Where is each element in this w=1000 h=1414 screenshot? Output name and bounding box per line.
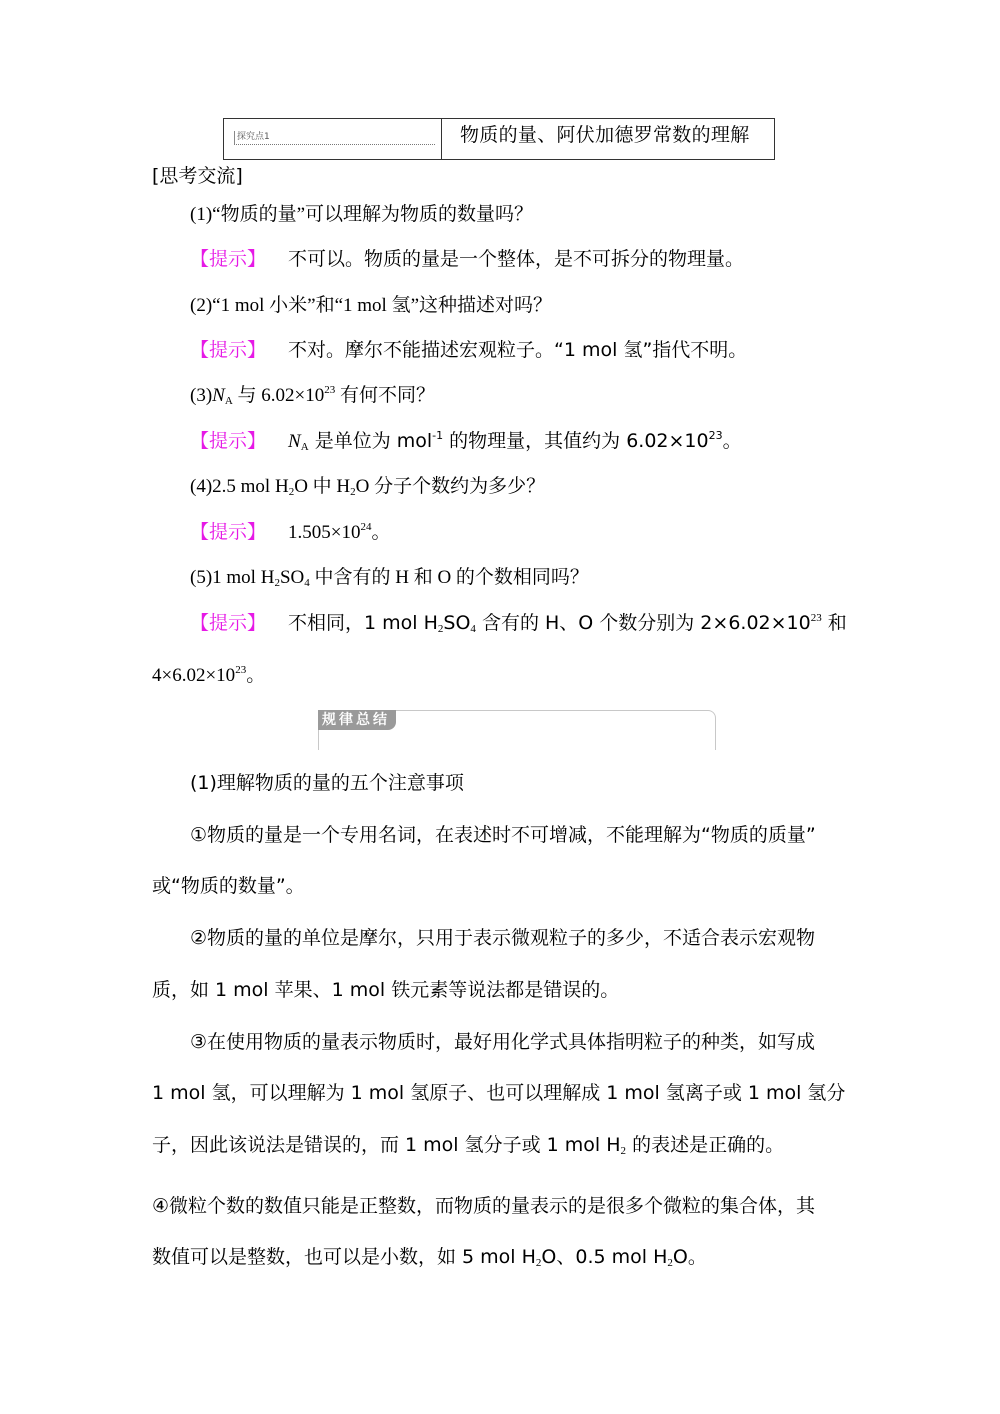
- a3-na: N: [288, 431, 301, 452]
- a5-p0: 不相同，1 mol H: [288, 612, 438, 634]
- summary-item-1-line-1: ①物质的量是一个专用名词，在表述时不可增减，不能理解为“物质的质量”: [190, 824, 816, 846]
- q3-na: N: [212, 385, 225, 406]
- answer-4: [190, 520, 391, 545]
- a3-na-sub: A: [300, 441, 309, 453]
- a3-exp2: 23: [708, 429, 723, 442]
- s4l2-tail: O。: [672, 1246, 707, 1268]
- summary-item-4-line-2: [152, 1245, 707, 1269]
- hint-label: 【提示】: [190, 521, 267, 543]
- a5c-tail: 。: [246, 665, 266, 686]
- a4-tail: 。: [371, 521, 391, 543]
- question-5: [190, 566, 589, 590]
- answer-5: [190, 611, 847, 635]
- question-3: [190, 384, 435, 408]
- q5-sub2: 4: [304, 577, 310, 589]
- question-2: (2)“1 mol 小米”和“1 mol 氢”这种描述对吗？: [190, 295, 553, 316]
- a5c-exp: 23: [235, 664, 247, 676]
- answer-1: [190, 247, 744, 271]
- a3-mid: 是单位为 mol: [308, 430, 433, 452]
- q5-sub1: 2: [274, 577, 280, 589]
- topic-title: 物质的量、阿伏加德罗常数的理解: [460, 124, 750, 146]
- s4l2-sub2: 2: [667, 1257, 673, 1269]
- q5-p2: SO: [279, 567, 305, 588]
- q3-mid: 与 6.02×10: [232, 385, 325, 406]
- s3l3-tail: 的表述是正确的。: [626, 1134, 785, 1156]
- a5-exp: 23: [810, 612, 822, 624]
- summary-item-3-line-1: ③在使用物质的量表示物质时，最好用化学式具体指明粒子的种类，如写成: [190, 1031, 816, 1053]
- q4-p0: (4)2.5 mol H: [190, 476, 289, 497]
- q4-p2: O 中 H: [294, 476, 351, 497]
- q3-tail: 有何不同？: [335, 385, 436, 406]
- summary-item-3-line-3: [152, 1133, 784, 1157]
- q3-exp: 23: [324, 384, 336, 396]
- answer-1-text: 不可以。物质的量是一个整体，是不可拆分的物理量。: [288, 248, 745, 270]
- a5-p4: 含有的 H、O 个数分别为 2×6.02×10: [475, 612, 811, 634]
- topic-tag-cell: [224, 119, 442, 159]
- answer-2: [190, 338, 747, 362]
- q4-sub2: 2: [350, 486, 356, 498]
- s3l3-sub: 2: [620, 1145, 627, 1157]
- summary-frame: [318, 710, 716, 750]
- summary-item-4-line-1: ④微粒个数的数值只能是正整数，而物质的量表示的是很多个微粒的集合体，其: [152, 1195, 816, 1217]
- q3-num: (3): [190, 385, 213, 406]
- a5-sub1: 2: [437, 623, 444, 635]
- a4-base: 1.505×10: [288, 522, 361, 543]
- hint-label: 【提示】: [190, 430, 267, 452]
- a3-tail: 。: [722, 430, 742, 452]
- answer-5-continued: [152, 664, 265, 688]
- summary-item-2-line-1: ②物质的量的单位是摩尔，只用于表示微观粒子的多少，不适合表示宏观物: [190, 927, 816, 949]
- s4l2-sub1: 2: [535, 1257, 542, 1269]
- a3-mid2: 的物理量，其值约为 6.02×10: [443, 430, 709, 452]
- hint-label: 【提示】: [190, 339, 267, 361]
- summary-heading: (1)理解物质的量的五个注意事项: [190, 772, 464, 794]
- a5-p2: SO: [443, 612, 471, 634]
- q4-sub1: 2: [288, 486, 295, 498]
- a5-sub2: 4: [470, 623, 476, 635]
- a4-exp: 24: [360, 521, 372, 533]
- q5-p0: (5)1 mol H: [190, 567, 275, 588]
- answer-2-text: 不对。摩尔不能描述宏观粒子。“1 mol 氢”指代不明。: [288, 339, 748, 361]
- topic-tag: 探究点1: [234, 131, 435, 145]
- hint-label: 【提示】: [190, 612, 267, 634]
- a3-exp1: -1: [432, 429, 444, 442]
- s3l3-text: 子，因此该说法是错误的，而 1 mol 氢分子或 1 mol H: [152, 1134, 621, 1156]
- summary-tag: 规律总结: [318, 710, 396, 730]
- answer-3: [190, 429, 742, 454]
- hint-label: 【提示】: [190, 248, 267, 270]
- section-label: [思考交流]: [152, 165, 243, 187]
- q4-p4: O 分子个数约为多少？: [355, 476, 546, 497]
- q5-p4: 中含有的 H 和 O 的个数相同吗？: [309, 567, 589, 588]
- q3-na-sub: A: [224, 395, 233, 407]
- summary-item-2-line-2: 质，如 1 mol 苹果、1 mol 铁元素等说法都是错误的。: [152, 979, 620, 1001]
- s4l2-text: 数值可以是整数，也可以是小数，如 5 mol H: [152, 1246, 536, 1268]
- question-1: (1)“物质的量”可以理解为物质的数量吗？: [190, 204, 534, 225]
- summary-item-1-line-2: 或“物质的数量”。: [152, 875, 305, 897]
- a5-p6: 和: [821, 612, 847, 634]
- a5c-base: 4×6.02×10: [152, 665, 236, 686]
- summary-item-3-line-2: 1 mol 氢，可以理解为 1 mol 氢原子、也可以理解成 1 mol 氢离子或 1 mol 氢分: [152, 1082, 846, 1104]
- topic-header-box: [223, 118, 775, 160]
- s4l2-mid: O、0.5 mol H: [541, 1246, 668, 1268]
- question-4: [190, 475, 545, 499]
